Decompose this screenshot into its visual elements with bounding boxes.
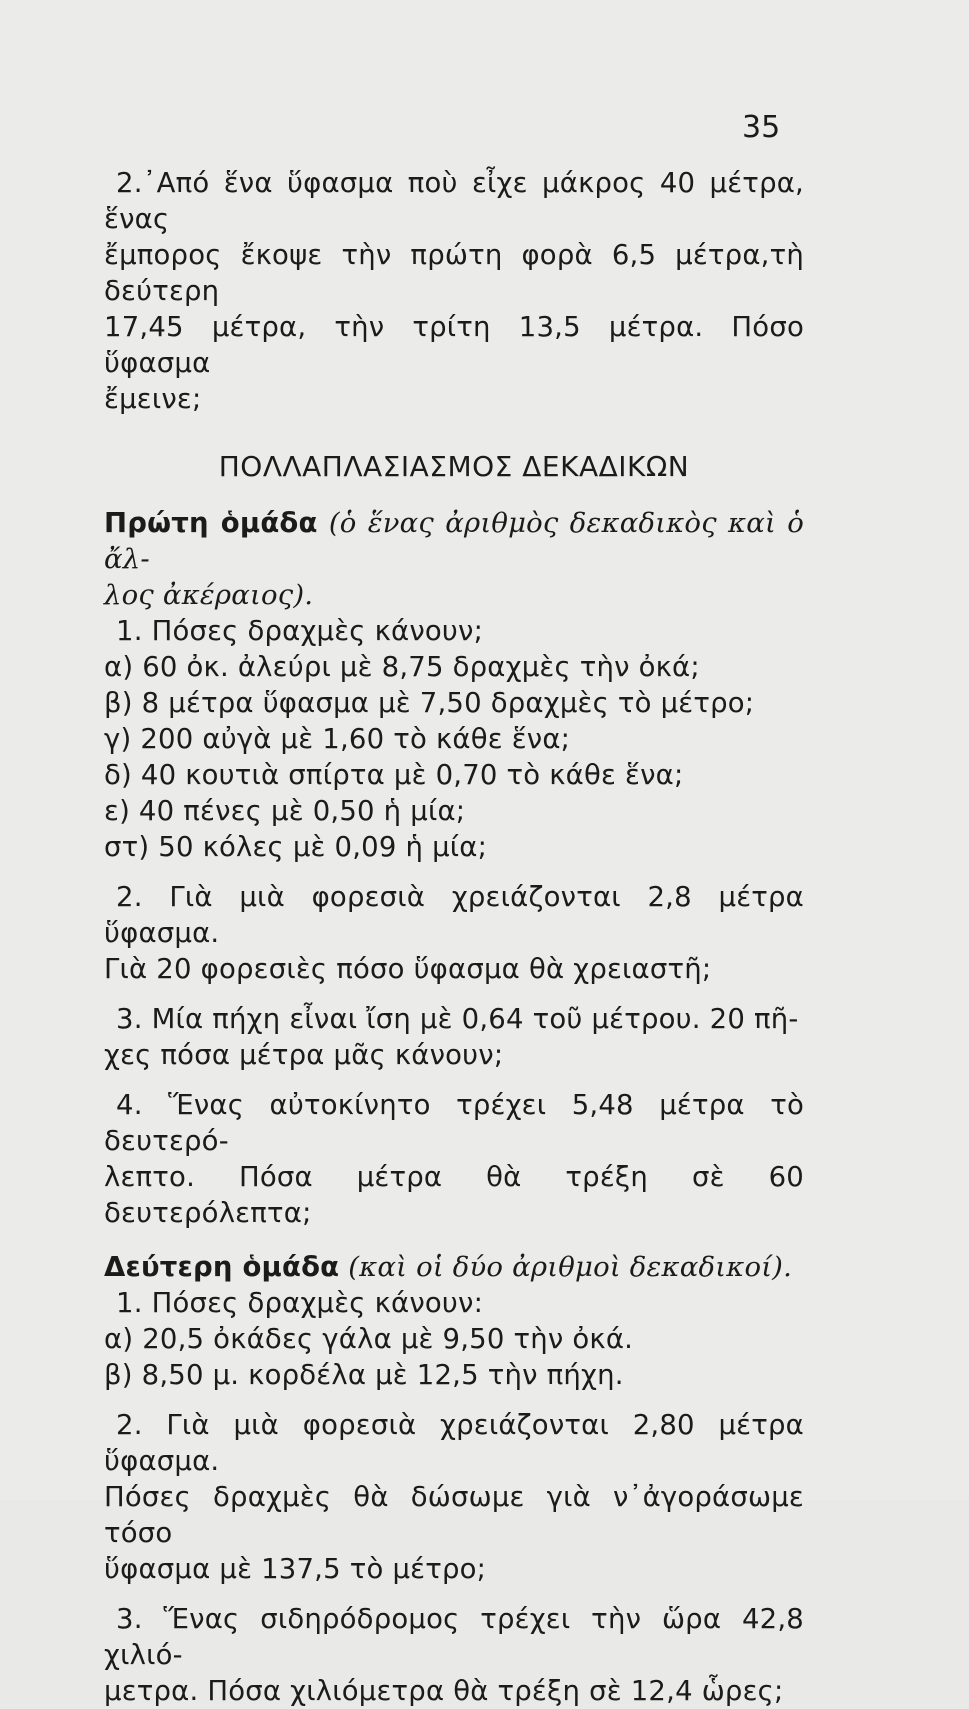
text-line: Γιὰ 20 φορεσιὲς πόσο ὕφασμα θὰ χρειαστῆ;	[104, 953, 712, 985]
group-two-heading: Δεύτερη ὁμάδα	[104, 1251, 340, 1283]
group-one-subtitle-cont: λος ἀκέραιος).	[104, 579, 314, 611]
group-two	[104, 1249, 804, 1709]
list-item: β) 8 μέτρα ὕφασμα μὲ 7,50 δραχμὲς τὸ μέτρο;	[104, 687, 755, 719]
text-line: μετρα. Πόσα χιλιόμετρα θὰ τρέξη σὲ 12,4 ὧρες;	[104, 1675, 784, 1707]
page-body	[104, 165, 804, 1709]
group-one	[104, 505, 804, 1231]
text-line: 17,45 μέτρα, τὴν τρίτη 13,5 μέτρα. Πόσο ὕφασμα	[104, 311, 804, 379]
text-line: 3. Μία πήχη εἶναι ἴση μὲ 0,64 τοῦ μέτρου. 20 πῆ-	[116, 1003, 799, 1035]
list-item: γ) 200 αὐγὰ μὲ 1,60 τὸ κάθε ἕνα;	[104, 723, 571, 755]
question-four	[104, 1087, 804, 1231]
section-title: ΠΟΛΛΑΠΛΑΣΙΑΣΜΟΣ ΔΕΚΑΔΙΚΩΝ	[218, 450, 690, 483]
question-title: 1. Πόσες δραχμὲς κάνουν:	[116, 1287, 484, 1319]
text-line: ἔμεινε;	[104, 383, 202, 415]
text-line: Πόσες δραχμὲς θὰ δώσωμε γιὰ ν᾽ἀγοράσωμε τόσο	[104, 1481, 804, 1549]
list-item: δ) 40 κουτιὰ σπίρτα μὲ 0,70 τὸ κάθε ἕνα;	[104, 759, 684, 791]
list-item: α) 20,5 ὀκάδες γάλα μὲ 9,50 τὴν ὀκά.	[104, 1323, 634, 1355]
list-item: στ) 50 κόλες μὲ 0,09 ἡ μία;	[104, 831, 488, 863]
text-line: 2. Γιὰ μιὰ φορεσιὰ χρειάζονται 2,8 μέτρα ὕφασμα.	[104, 881, 804, 949]
list-item: α) 60 ὀκ. ἀλεύρι μὲ 8,75 δραχμὲς τὴν ὀκά;	[104, 651, 700, 683]
question-three	[104, 1001, 804, 1073]
text-line: λεπτο. Πόσα μέτρα θὰ τρέξη σὲ 60 δευτερόλεπτα;	[104, 1161, 804, 1229]
text-line: χες πόσα μέτρα μᾶς κάνουν;	[104, 1039, 504, 1071]
question-two	[104, 879, 804, 987]
list-item: ε) 40 πένες μὲ 0,50 ἡ μία;	[104, 795, 466, 827]
text-line: 4. Ἕνας αὐτοκίνητο τρέχει 5,48 μέτρα τὸ δευτερό-	[104, 1089, 804, 1157]
group-two-subtitle: (καὶ οἱ δύο ἀριθμοὶ δεκαδικοί).	[348, 1251, 793, 1283]
text-line: 3. Ἕνας σιδηρόδρομος τρέχει τὴν ὥρα 42,8 χιλιό-	[104, 1603, 804, 1671]
list-item: β) 8,50 μ. κορδέλα μὲ 12,5 τὴν πήχη.	[104, 1359, 624, 1391]
text-line: 2.᾽Από ἕνα ὕφασμα ποὺ εἶχε μάκρος 40 μέτρα, ἕνας	[104, 167, 804, 235]
page-number: 35	[742, 110, 781, 145]
question-three	[104, 1601, 804, 1709]
question-two	[104, 1407, 804, 1587]
text-line: ἔμπορος ἔκοψε τὴν πρώτη φορὰ 6,5 μέτρα,τὴ δεύτερη	[104, 239, 804, 307]
top-problem	[104, 165, 804, 417]
text-line: ὕφασμα μὲ 137,5 τὸ μέτρο;	[104, 1553, 487, 1585]
group-one-subtitle: (ὁ ἕνας ἀριθμὸς δεκαδικὸς καὶ ὁ ἄλ-	[104, 507, 804, 575]
text-line: 2. Γιὰ μιὰ φορεσιὰ χρειάζονται 2,80 μέτρα ὕφασμα.	[104, 1409, 804, 1477]
question-title: 1. Πόσες δραχμὲς κάνουν;	[116, 615, 484, 647]
group-one-heading: Πρώτη ὁμάδα	[104, 507, 318, 539]
